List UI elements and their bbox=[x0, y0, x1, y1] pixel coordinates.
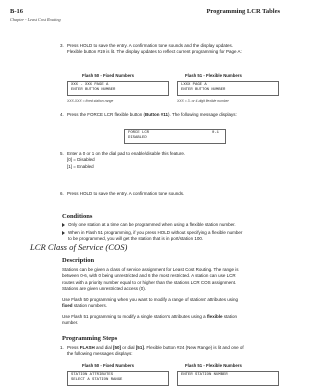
step-text: Enter a 0 or 1 on the dial pad to enable/disable this feature. bbox=[67, 151, 186, 156]
fixed-numbers-heading: Flash 50 - Fixed Numbers bbox=[82, 363, 135, 368]
step-text: Flexible button #19 is lit. The display updates to reflect current programming for Page A: bbox=[67, 49, 242, 55]
lcd-row: STATION ATTRIBUTES bbox=[71, 373, 114, 377]
flash-50-paragraph: Use Flash 50 programming when you want to modify a range of stations' attributes using fixed station numbers. bbox=[62, 297, 238, 309]
step-text: Press FLASH and dial [50] or dial [51]. Flexible button #24 (New Range) is lit and one of bbox=[67, 345, 244, 350]
step-text: Press HOLD to save the entry. A confirmation tone sounds and the display updates. bbox=[67, 43, 234, 48]
description-paragraph: Stations can be given a class of service assignment for Least Cost Routing. The range is between 0-6, with 0 being unrestricted and 6 the most restricted. A station can use LCR routes with a priority number equal to or higher than the stations LCR COS assignment. Stations are given unrestricted access (0). bbox=[62, 267, 239, 291]
step-text: the following messages displays: bbox=[67, 351, 133, 357]
prog-step-1 bbox=[60, 345, 285, 358]
lcd-row: ENTER STATION NUMBER bbox=[181, 373, 228, 377]
option-disabled: [0] = Disabled bbox=[67, 157, 95, 163]
lcd-caption: XXX-XXX = fixed station range bbox=[67, 99, 114, 103]
lcd-row: DISABLED bbox=[128, 136, 147, 141]
breadcrumb: Chapter - Least Cost Routing bbox=[10, 17, 61, 22]
fixed-numbers-heading: Flash 50 - Fixed Numbers bbox=[82, 73, 135, 78]
lcd-display-force-lcr bbox=[124, 129, 226, 144]
flash-51-paragraph: Use Flash 51 programming to modify a single station's attributes using a flexible station number. bbox=[62, 314, 237, 326]
lcd-caption: XXX = 3- or 4-digit flexible number bbox=[177, 99, 229, 103]
step-number: 5. bbox=[60, 151, 64, 156]
lcd-display-flexible bbox=[177, 81, 279, 96]
lcd-row: ENTER BUTTON NUMBER bbox=[181, 88, 226, 93]
step-5 bbox=[60, 151, 285, 170]
step-text: Press the FORCE LCR flexible button (Button #11). The following message displays: bbox=[67, 112, 237, 117]
description-heading: Description bbox=[62, 257, 95, 264]
lcd-display-station-number bbox=[177, 371, 279, 386]
step-4 bbox=[60, 112, 285, 118]
page-title: Programming LCR Tables bbox=[206, 8, 280, 15]
step-number: 4. bbox=[60, 112, 64, 117]
step-number: 1. bbox=[60, 345, 64, 350]
bullet-triangle-icon bbox=[62, 231, 65, 235]
option-enabled: [1] = Enabled bbox=[67, 163, 94, 169]
flexible-numbers-heading: Flash 51 - Flexible Numbers bbox=[185, 73, 242, 78]
lcd-row: LXXX PAGE A bbox=[181, 83, 207, 87]
step-number: 3. bbox=[60, 43, 64, 48]
lcd-row: FORCE LCR 0-1 bbox=[128, 131, 219, 135]
lcd-row: ENTER BUTTON NUMBER bbox=[71, 88, 116, 93]
lcd-display-station-range bbox=[67, 371, 169, 386]
programming-steps-heading: Programming Steps bbox=[62, 335, 118, 342]
lcd-row: XXX - XXX PAGE A bbox=[71, 83, 109, 87]
condition-bullet: When in Flash 51 programming, if you press HOLD without specifying a flexible number to be programmed, you will get the station that is in port/station 100. bbox=[66, 230, 286, 243]
condition-bullet: Only one station at a time can be programmed when using a flexible station number. bbox=[66, 222, 286, 228]
conditions-heading: Conditions bbox=[62, 213, 93, 220]
lcd-row: SELECT A STATION RANGE bbox=[71, 378, 123, 383]
bullet-triangle-icon bbox=[62, 223, 65, 227]
step-6 bbox=[60, 191, 285, 197]
step-number: 6. bbox=[60, 191, 64, 196]
lcd-display-fixed bbox=[67, 81, 169, 96]
section-title: LCR Class of Service (COS) bbox=[30, 242, 128, 252]
flexible-numbers-heading: Flash 51 - Flexible Numbers bbox=[185, 363, 242, 368]
page-number: B-16 bbox=[10, 8, 23, 15]
step-3 bbox=[60, 43, 285, 56]
step-text: Press HOLD to save the entry. A confirmation tone sounds. bbox=[67, 191, 185, 196]
